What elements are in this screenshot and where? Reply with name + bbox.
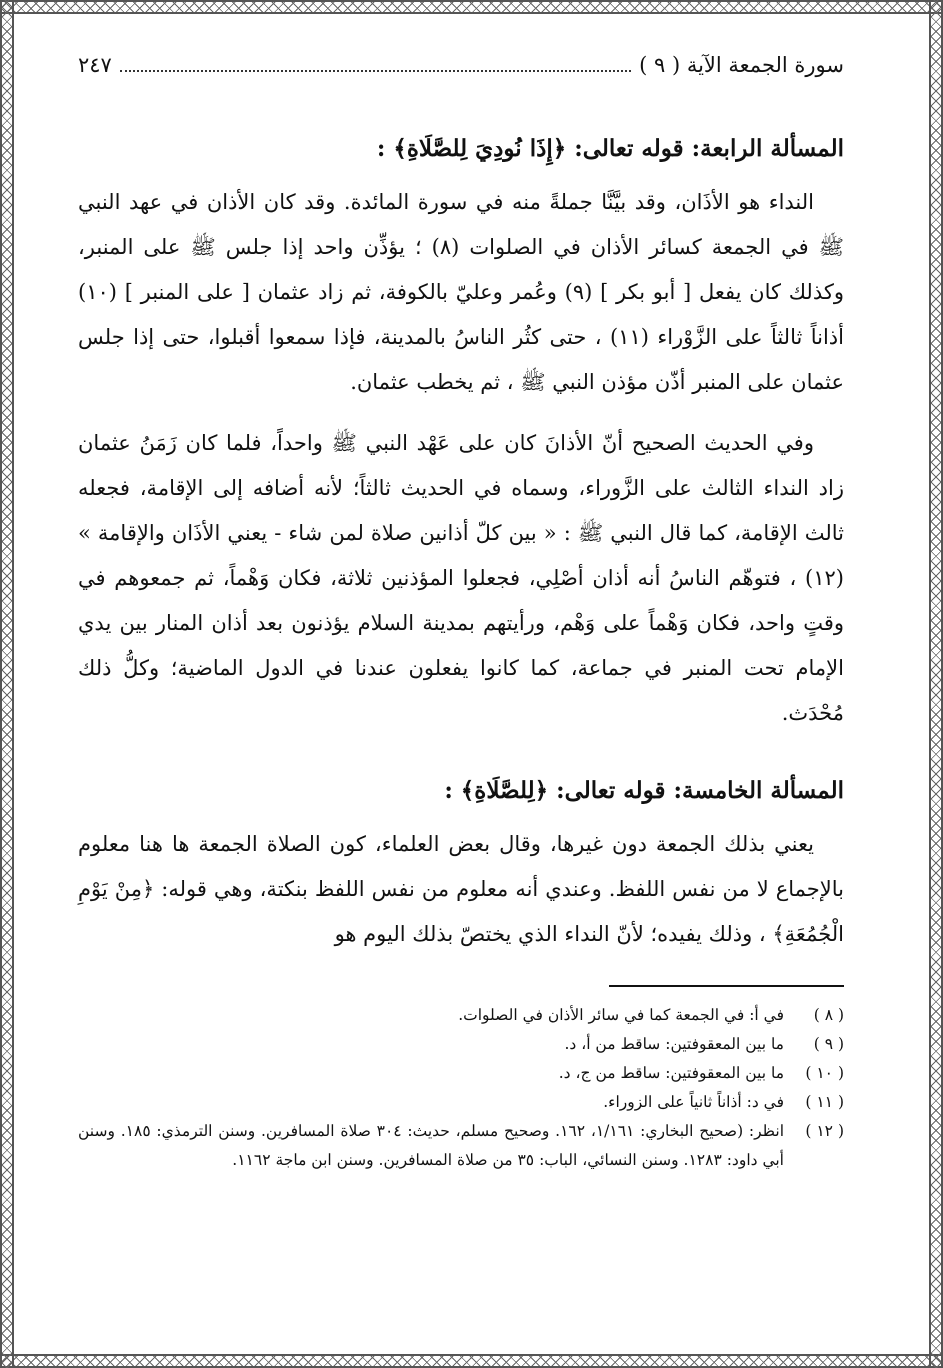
chapter-title: سورة الجمعة الآية ( ٩ )	[639, 53, 844, 77]
header-dot-leader	[120, 70, 631, 72]
section-4-paragraph: النداء هو الأذَان، وقد بيَّنَّا جملةً منه في سورة المائدة. وقد كان الأذان في عهد النبي ﷺ في الجمعة كسائر الأذان في الصلوات (٨) ؛ يؤذِّن واحد إذا جلس ﷺ على المنبر، وكذلك كان يفعل [ أبو بكر ] (٩) وعُمر وعليّ بالكوفة، ثم زاد عثمان [ على المنبر ] (١٠) أذاناً ثالثاً على الزَّوْراء (١١) ، حتى كثُر الناسُ بالمدينة، فإذا سمعوا أقبلوا، حتى إذا جلس عثمان على المنبر أذّن مؤذن النبي ﷺ ، ثم يخطب عثمان.	[78, 190, 844, 394]
footnote-number: ( ٨ )	[813, 1006, 844, 1024]
ornamental-border-top	[0, 0, 943, 14]
footnote-separator	[609, 985, 844, 987]
footnote	[78, 1088, 844, 1117]
page-content	[78, 40, 844, 1175]
section-4-title: المسألة الرابعة: قوله تعالى: ﴿إِذَا نُودِيَ لِلصَّلَاةِ﴾ :	[376, 135, 844, 162]
footnote-number: ( ١٠ )	[805, 1064, 844, 1082]
footnote	[78, 1059, 844, 1088]
section-4-paragraph: وفي الحديث الصحيح أنّ الأذانَ كان على عَهْد النبي ﷺ واحداً، فلما كان زَمَنُ عثمان زاد النداء الثالث على الزَّوراء، وسماه في الحديث ثالثاً؛ لأنه أضافه إلى الإقامة، فجعله ثالث الإقامة، كما قال النبي ﷺ : « بين كلّ أذانين صلاة لمن شاء - يعني الأذَان والإقامة » (١٢) ، فتوهّم الناسُ أنه أذان أصْلِي، فجعلوا المؤذنين ثلاثة، فكان وَهْماً، ثم جمعوهم في وقتٍ واحد، فكان وَهْماً على وَهْم، ورأيتهم بمدينة السلام يؤذنون بعد أذان المنار بين يدي الإمام تحت المنبر في جماعة، كما كانوا يفعلون عندنا في الدول الماضية؛ وكلُّ ذلك مُحْدَث.	[78, 431, 844, 725]
footnote-text: انظر: (صحيح البخاري: ١/١٦١، ١٦٢. وصحيح مسلم، حديث: ٣٠٤ صلاة المسافرين. وسنن الترمذي: ١٨٥. وسنن أبي داود: ١٢٨٣. وسنن النسائي، الباب: ٣٥ من صلاة المسافرين. وسنن ابن ماجة ١١٦٢.	[78, 1122, 785, 1169]
ornamental-border-right	[929, 0, 943, 1368]
footnote-text: في د: أذاناً ثانياً على الزوراء.	[603, 1093, 784, 1111]
ornamental-border-left	[0, 0, 14, 1368]
footnote-text: ما بين المعقوفتين: ساقط من أ، د.	[564, 1035, 784, 1053]
footnote-number: ( ٩ )	[813, 1035, 844, 1053]
section-5-title: المسألة الخامسة: قوله تعالى: ﴿لِلصَّلَاةِ﴾ :	[444, 777, 844, 804]
footnote	[78, 1001, 844, 1030]
footnote-number: ( ١١ )	[805, 1093, 844, 1111]
footnote	[78, 1030, 844, 1059]
footnote	[78, 1117, 844, 1175]
running-header	[78, 40, 844, 90]
ornamental-border-bottom	[0, 1354, 943, 1368]
footnote-text: في أ: في الجمعة كما في سائر الأذان في الصلوات.	[458, 1006, 784, 1024]
footnote-number: ( ١٢ )	[805, 1122, 844, 1140]
page-number: ٢٤٧	[78, 53, 112, 77]
footnote-text: ما بين المعقوفتين: ساقط من ج، د.	[558, 1064, 784, 1082]
section-5-paragraph: يعني بذلك الجمعة دون غيرها، وقال بعض العلماء، كون الصلاة الجمعة ها هنا معلوم بالإجماع لا من نفس اللفظ. وعندي أنه معلوم من نفس اللفظ بنكتة، وهي قوله: ﴿مِنْ يَوْمِ الْجُمُعَةِ﴾ ، وذلك يفيده؛ لأنّ النداء الذي يختصّ بذلك اليوم هو	[78, 832, 844, 946]
